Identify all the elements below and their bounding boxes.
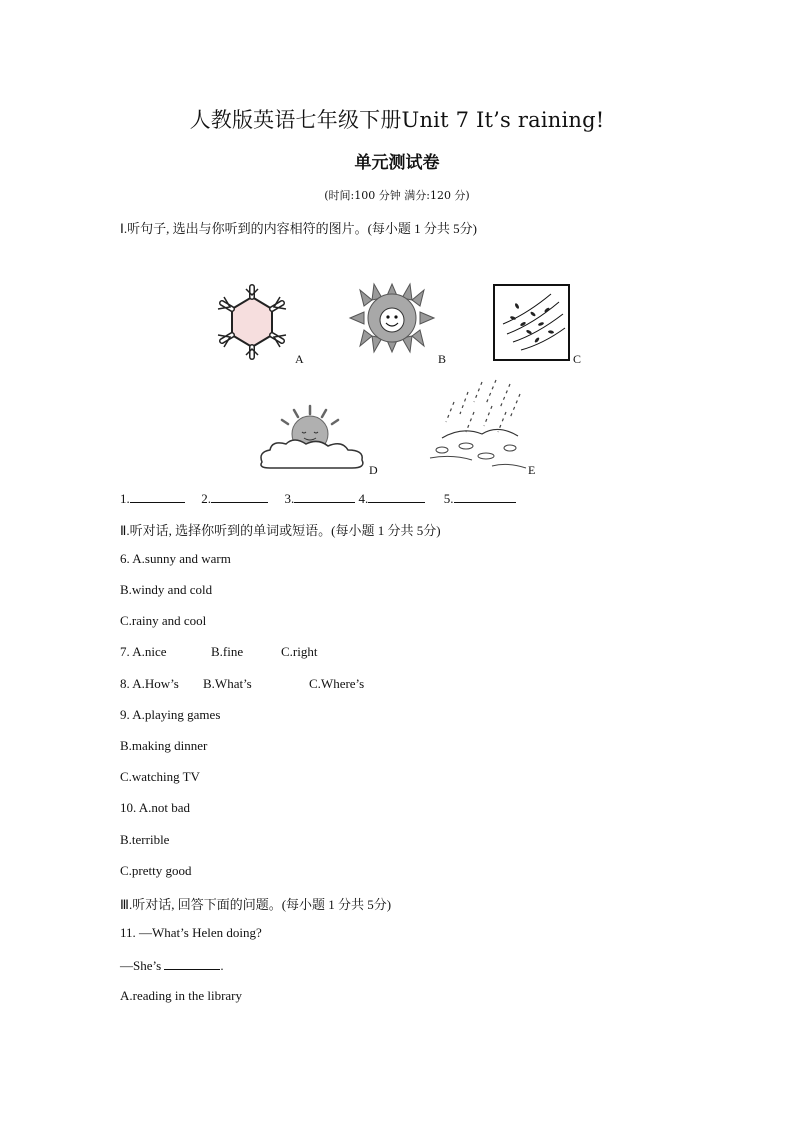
picture-label-a: A bbox=[295, 352, 304, 366]
picture-label-d: D bbox=[369, 463, 378, 477]
q8-option-c: C.Where’s bbox=[309, 676, 365, 691]
q9-option-c: C.watching TV bbox=[120, 769, 200, 784]
answer-label-5: 5. bbox=[443, 491, 454, 506]
q10-option-a: 10. A.not bad bbox=[120, 800, 191, 815]
q7-option-c: C.right bbox=[281, 644, 318, 659]
q10-option-b: B.terrible bbox=[120, 832, 170, 847]
section-2-heading: Ⅱ.听对话, 选择你听到的单词或短语。(每小题 1 分共 5分) bbox=[120, 523, 441, 538]
rain-icon bbox=[422, 378, 530, 474]
q11-option-a: A.reading in the library bbox=[120, 988, 243, 1003]
q11-question: 11. —What’s Helen doing? bbox=[120, 925, 262, 940]
picture-label-b: B bbox=[438, 352, 447, 366]
q11-answer-line bbox=[120, 957, 224, 974]
q6-option-c: C.rainy and cool bbox=[120, 613, 207, 628]
answer-label-1: 1. bbox=[120, 491, 130, 506]
q10-option-c: C.pretty good bbox=[120, 863, 192, 878]
q8-option-a: 8. A.How’s bbox=[120, 676, 179, 691]
section-1-heading: Ⅰ.听句子, 选出与你听到的内容相符的图片。(每小题 1 分共 5分) bbox=[120, 221, 477, 236]
sun-icon bbox=[346, 282, 438, 354]
picture-label-c: C bbox=[573, 352, 582, 366]
q6-option-b: B.windy and cold bbox=[120, 582, 213, 597]
answer-blank-4[interactable] bbox=[368, 490, 425, 503]
q8-option-b: B.What’s bbox=[203, 676, 252, 691]
page-title: 人教版英语七年级下册Unit 7 It’s raining! bbox=[189, 108, 605, 132]
answer-label-2: 2. bbox=[201, 491, 211, 506]
q7-option-b: B.fine bbox=[211, 644, 244, 659]
q6-option-a: 6. A.sunny and warm bbox=[120, 551, 231, 566]
answer-blank-2[interactable] bbox=[211, 490, 268, 503]
answer-blank-3[interactable] bbox=[294, 490, 355, 503]
q7-option-a: 7. A.nice bbox=[120, 644, 167, 659]
q11-answer-prefix: —She’s bbox=[120, 958, 165, 973]
picture-label-e: E bbox=[528, 463, 536, 477]
sun-cloud-icon bbox=[256, 402, 372, 472]
wind-leaves-icon bbox=[493, 284, 571, 362]
section-3-heading: Ⅲ.听对话, 回答下面的问题。(每小题 1 分共 5分) bbox=[120, 897, 392, 912]
q11-answer-blank[interactable] bbox=[164, 957, 220, 970]
q11-answer-suffix: . bbox=[220, 958, 224, 973]
exam-meta: (时间:100 分钟 满分:120 分) bbox=[324, 189, 470, 202]
answer-blank-1[interactable] bbox=[130, 490, 185, 503]
page-subtitle: 单元测试卷 bbox=[354, 153, 440, 173]
snowflake-icon bbox=[210, 283, 294, 363]
q9-option-a: 9. A.playing games bbox=[120, 707, 221, 722]
answer-label-3: 3. bbox=[284, 491, 295, 506]
q9-option-b: B.making dinner bbox=[120, 738, 208, 753]
answer-blanks-row bbox=[120, 490, 516, 507]
answer-label-4: 4. bbox=[358, 491, 369, 506]
answer-blank-5[interactable] bbox=[454, 490, 516, 503]
